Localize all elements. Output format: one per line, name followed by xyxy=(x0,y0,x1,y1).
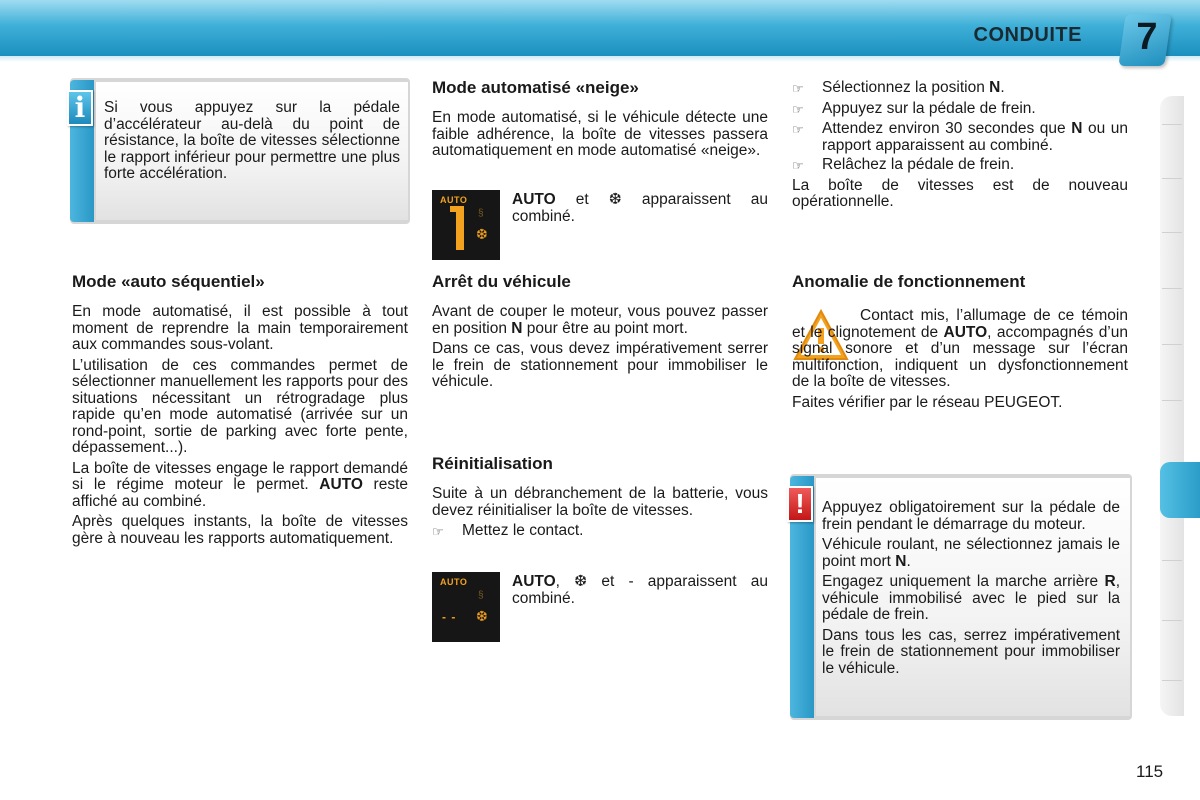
bold-text: N xyxy=(895,552,907,570)
paragraph xyxy=(822,574,1120,624)
dash-digit xyxy=(456,206,464,250)
bullet-text: Relâchez la pédale de frein. xyxy=(822,156,1015,173)
text: , ❆ et - apparaissent au combiné. xyxy=(512,573,768,607)
bullet-item xyxy=(792,157,1128,175)
side-tabs xyxy=(1160,96,1184,716)
side-tab-divider xyxy=(1162,124,1182,125)
paragraph: Suite à un débranchement de la batterie, vous devez réinitialiser la boîte de vitesses. xyxy=(432,485,768,519)
steps-list xyxy=(792,80,1128,215)
side-tab-divider xyxy=(1162,620,1182,621)
side-tab-divider xyxy=(1162,400,1182,401)
text: Véhicule roulant, ne sélectionnez jamais le point mort xyxy=(822,536,1120,570)
snowflake-icon: ❆ xyxy=(476,226,488,242)
paragraph: Dans ce cas, vous devez impérativement serrer le frein de stationnement pour immobiliser le véhicule. xyxy=(432,340,768,390)
bullet-item xyxy=(792,80,1128,98)
chapter-number: 7 xyxy=(1136,16,1158,58)
bold-text: AUTO xyxy=(512,573,556,590)
bullet-item xyxy=(792,121,1128,154)
dash-dashes: - - xyxy=(442,610,457,624)
text: , accompagnés d’un signal sonore et d’un message sur l’écran multifonction, indiquent un dysfonctionnement de la boîte de vitesses. xyxy=(792,323,1128,390)
dashboard-display-neige xyxy=(432,190,500,260)
dash-auto-label: AUTO xyxy=(440,195,468,205)
side-tab-divider xyxy=(1162,178,1182,179)
section-anomalie xyxy=(792,308,1128,415)
text: Attendez environ 30 secondes que xyxy=(822,120,1072,137)
display-caption-neige xyxy=(512,192,768,225)
bullet-text xyxy=(822,121,1128,154)
warning-box-text xyxy=(822,500,1120,681)
bold-text: N xyxy=(511,319,523,337)
paragraph xyxy=(792,308,1128,391)
paragraph xyxy=(72,461,408,511)
section-title-reinit: Réinitialisation xyxy=(432,454,553,473)
text: La boîte de vitesses engage le rapport demandé si le régime moteur le permet. xyxy=(72,459,408,493)
pointing-hand-icon: ☞ xyxy=(792,158,804,173)
dash-auto-label: AUTO xyxy=(440,577,468,587)
section-title-arret: Arrêt du véhicule xyxy=(432,272,571,291)
dash-gear-symbol: § xyxy=(478,208,484,219)
text: pour être au point mort. xyxy=(522,319,688,337)
bold-text: AUTO xyxy=(512,191,556,208)
page-number: 115 xyxy=(1136,762,1164,781)
side-tab-divider xyxy=(1162,288,1182,289)
paragraph: L’utilisation de ces commandes permet de sélectionner manuellement les rapports pour des situations nécessitant un rétrogradage plus rapide qu’en mode automatisé (arrivée sur un rond-point, sortie de parking avec forte pente, dépassement...). xyxy=(72,356,408,456)
bold-text: N xyxy=(989,79,1001,96)
text: . xyxy=(1000,79,1005,96)
text: Avant de couper le moteur, vous pouvez passer en position xyxy=(432,303,768,337)
bullet-text: Mettez le contact. xyxy=(462,522,584,539)
paragraph: Dans tous les cas, serrez impérativement le frein de stationnement pour immobiliser le véhicule. xyxy=(822,626,1120,677)
bullet-item xyxy=(432,523,768,541)
paragraph xyxy=(432,304,768,337)
warning-icon: ! xyxy=(787,486,813,522)
chapter-title: CONDUITE xyxy=(973,24,1082,46)
bold-text: AUTO xyxy=(943,323,988,341)
text: , véhicule immobilisé avec le pied sur la pédale de frein. xyxy=(822,573,1120,623)
text: et ❆ apparaissent au combiné. xyxy=(512,191,768,225)
paragraph: Après quelques instants, la boîte de vitesses gère à nouveau les rapports automatiquement. xyxy=(72,513,408,547)
text: Engagez uniquement la marche arrière xyxy=(822,573,1105,590)
bullet-item xyxy=(792,101,1128,119)
bold-text: R xyxy=(1104,573,1116,590)
side-tab-divider xyxy=(1162,680,1182,681)
header-fade xyxy=(0,56,1200,62)
pointing-hand-icon: ☞ xyxy=(432,524,444,539)
text: ou un rapport apparaissent au combiné. xyxy=(822,120,1128,154)
section-title-anomalie: Anomalie de fonctionnement xyxy=(792,272,1026,291)
side-tab-divider xyxy=(1162,344,1182,345)
paragraph: En mode automatisé, il est possible à tout moment de reprendre la main temporairement aux commandes sous-volant. xyxy=(72,303,408,353)
pointing-hand-icon: ☞ xyxy=(792,122,804,137)
dashboard-display-reinit xyxy=(432,572,500,642)
paragraph: La boîte de vitesses est de nouveau opérationnelle. xyxy=(792,176,1128,210)
section-arret xyxy=(432,304,768,395)
side-tab-divider xyxy=(1162,560,1182,561)
paragraph: Appuyez obligatoirement sur la pédale de frein pendant le démarrage du moteur. xyxy=(822,499,1120,533)
bold-text: N xyxy=(1071,120,1083,137)
side-tab-divider xyxy=(1162,232,1182,233)
text: Contact mis, l’allumage de ce témoin et le clignotement de xyxy=(792,307,1128,341)
section-auto-sequentiel xyxy=(72,304,408,551)
bold-text: AUTO xyxy=(319,476,363,493)
dash-gear-symbol: § xyxy=(478,590,484,601)
display-caption-reinit xyxy=(512,574,768,607)
text: reste affiché au combiné. xyxy=(72,476,409,510)
side-tab-active xyxy=(1160,462,1200,518)
paragraph: Faites vérifier par le réseau PEUGEOT. xyxy=(792,393,1063,411)
info-icon: i xyxy=(67,90,93,126)
paragraph xyxy=(822,537,1120,570)
pointing-hand-icon: ☞ xyxy=(792,81,804,96)
pointing-hand-icon: ☞ xyxy=(792,101,804,117)
section-neige-text: En mode automatisé, si le véhicule détecte une faible adhérence, la boîte de vitesses passera automatiquement en mode automatisé «neige». xyxy=(432,109,768,159)
text: Sélectionnez la position xyxy=(822,79,990,96)
section-reinit xyxy=(432,486,768,544)
section-title-auto-sequentiel: Mode «auto séquentiel» xyxy=(72,272,265,291)
snowflake-icon: ❆ xyxy=(476,608,488,624)
bullet-text: Appuyez sur la pédale de frein. xyxy=(822,99,1036,117)
info-box-text: Si vous appuyez sur la pédale d’accélérateur au-delà du point de résistance, la boîte de vitesses sélectionne le rapport inférieur pour permettre une plus forte accélération. xyxy=(104,99,400,182)
text: . xyxy=(906,552,911,570)
bullet-text xyxy=(822,80,1128,98)
section-title-neige: Mode automatisé «neige» xyxy=(432,78,639,97)
